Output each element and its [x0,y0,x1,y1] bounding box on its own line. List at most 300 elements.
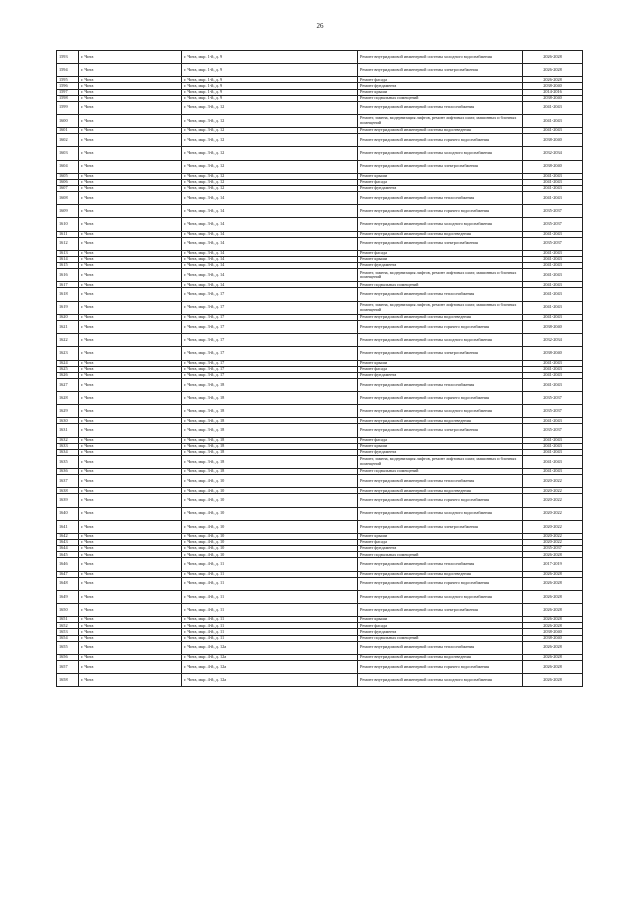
period-cell: 2041-2043 [523,360,583,366]
table-row [57,347,583,360]
row-number-cell: 1648 [57,577,79,590]
work-type-cell: Ремонт подвальных помещений [358,635,523,641]
work-type-cell: Ремонт внутридомовой инженерной системы теплоснабжения [358,475,523,488]
city-cell: г. Чита [79,360,182,366]
row-number-cell: 1596 [57,83,79,89]
work-type-cell: Ремонт крыши [358,257,523,263]
table-row [57,507,583,520]
address-cell: г. Чита, мкр. 3-й, д. 12 [182,173,358,179]
row-number-cell: 1628 [57,391,79,404]
work-type-cell: Ремонт внутридомовой инженерной системы теплоснабжения [358,378,523,391]
city-cell: г. Чита [79,301,182,314]
row-number-cell: 1599 [57,101,79,114]
period-cell: 2041-2043 [523,418,583,424]
city-cell: г. Чита [79,314,182,320]
table-row [57,218,583,231]
row-number-cell: 1614 [57,257,79,263]
address-cell: г. Чита, мкр. 4-й, д. 10 [182,552,358,558]
city-cell: г. Чита [79,101,182,114]
address-cell: г. Чита, мкр. 3-й, д. 12 [182,147,358,160]
address-cell: г. Чита, мкр. 3-й, д. 17 [182,334,358,347]
city-cell: г. Чита [79,577,182,590]
address-cell: г. Чита, мкр. 4-й, д. 10 [182,494,358,507]
address-cell: г. Чита, мкр. 3-й, д. 12 [182,114,358,127]
period-cell: 2041-2043 [523,257,583,263]
period-cell: 2041-2043 [523,128,583,134]
table-row [57,320,583,333]
work-type-cell: Ремонт фасада [358,77,523,83]
row-number-cell: 1600 [57,114,79,127]
row-number-cell: 1639 [57,494,79,507]
work-type-cell: Ремонт крыши [358,89,523,95]
address-cell: г. Чита, мкр. 3-й, д. 18 [182,443,358,449]
work-type-cell: Ремонт крыши [358,173,523,179]
period-cell: 2026-2028 [523,571,583,577]
city-cell: г. Чита [79,83,182,89]
city-cell: г. Чита [79,185,182,191]
row-number-cell: 1645 [57,552,79,558]
address-cell: г. Чита, мкр. 4-й, д. 10 [182,534,358,540]
city-cell: г. Чита [79,443,182,449]
period-cell: 2041-2043 [523,372,583,378]
city-cell: г. Чита [79,660,182,673]
period-cell: 2038-2040 [523,134,583,147]
period-cell: 2041-2043 [523,231,583,237]
period-cell: 2038-2040 [523,95,583,101]
work-type-cell: Ремонт внутридомовой инженерной системы горячего водоснабжения [358,660,523,673]
row-number-cell: 1626 [57,372,79,378]
address-cell: г. Чита, мкр. 3-й, д. 17 [182,301,358,314]
period-cell: 2026-2028 [523,604,583,617]
address-cell: г. Чита, мкр. 3-й, д. 17 [182,288,358,301]
city-cell: г. Чита [79,449,182,455]
row-number-cell: 1649 [57,590,79,603]
period-cell: 2038-2040 [523,320,583,333]
table-row [57,134,583,147]
address-cell: г. Чита, мкр. 3-й, д. 14 [182,250,358,256]
city-cell: г. Чита [79,617,182,623]
work-type-cell: Ремонт внутридомовой инженерной системы электроснабжения [358,604,523,617]
row-number-cell: 1652 [57,623,79,629]
city-cell: г. Чита [79,604,182,617]
address-cell: г. Чита, мкр. 4-й, д. 11 [182,577,358,590]
address-cell: г. Чита, мкр. 1-й, д. 9 [182,64,358,77]
work-type-cell: Ремонт внутридомовой инженерной системы электроснабжения [358,160,523,173]
work-type-cell: Ремонт внутридомовой инженерной системы холодного водоснабжения [358,405,523,418]
table-row [57,101,583,114]
city-cell: г. Чита [79,179,182,185]
period-cell: 2014-2016 [523,89,583,95]
city-cell: г. Чита [79,77,182,83]
address-cell: г. Чита, мкр. 3-й, д. 14 [182,218,358,231]
address-cell: г. Чита, мкр. 3-й, д. 14 [182,263,358,269]
work-type-cell: Ремонт внутридомовой инженерной системы электроснабжения [358,237,523,250]
address-cell: г. Чита, мкр. 4-й, д. 11 [182,635,358,641]
address-cell: г. Чита, мкр. 3-й, д. 18 [182,449,358,455]
period-cell: 2041-2043 [523,282,583,288]
city-cell: г. Чита [79,89,182,95]
address-cell: г. Чита, мкр. 3-й, д. 14 [182,269,358,282]
period-cell: 2035-2037 [523,237,583,250]
city-cell: г. Чита [79,257,182,263]
city-cell: г. Чита [79,674,182,687]
work-type-cell: Ремонт фундамента [358,83,523,89]
city-cell: г. Чита [79,95,182,101]
work-type-cell: Ремонт фундамента [358,372,523,378]
period-cell: 2041-2043 [523,101,583,114]
row-number-cell: 1658 [57,674,79,687]
period-cell: 2026-2028 [523,654,583,660]
table-row [57,494,583,507]
address-cell: г. Чита, мкр. 4-й, д. 11 [182,558,358,571]
period-cell: 2026-2028 [523,590,583,603]
period-cell: 2026-2028 [523,617,583,623]
row-number-cell: 1597 [57,89,79,95]
work-type-cell: Ремонт фасада [358,250,523,256]
city-cell: г. Чита [79,218,182,231]
address-cell: г. Чита, мкр. 1-й, д. 9 [182,89,358,95]
address-cell: г. Чита, мкр. 3-й, д. 18 [182,418,358,424]
work-type-cell: Ремонт фундамента [358,263,523,269]
work-type-cell: Ремонт внутридомовой инженерной системы горячего водоснабжения [358,320,523,333]
period-cell: 2038-2040 [523,635,583,641]
city-cell: г. Чита [79,128,182,134]
row-number-cell: 1651 [57,617,79,623]
city-cell: г. Чита [79,250,182,256]
period-cell: 2020-2022 [523,520,583,533]
period-cell: 2020-2022 [523,494,583,507]
city-cell: г. Чита [79,469,182,475]
address-cell: г. Чита, мкр. 3-й, д. 17 [182,366,358,372]
address-cell: г. Чита, мкр. 1-й, д. 9 [182,77,358,83]
address-cell: г. Чита, мкр. 3-й, д. 18 [182,424,358,437]
row-number-cell: 1632 [57,437,79,443]
table-row [57,378,583,391]
table-row [57,192,583,205]
address-cell: г. Чита, мкр. 4-й, д. 10 [182,520,358,533]
table-row [57,205,583,218]
address-cell: г. Чита, мкр. 4-й, д. 11 [182,617,358,623]
row-number-cell: 1623 [57,347,79,360]
table-row [57,660,583,673]
row-number-cell: 1640 [57,507,79,520]
address-cell: г. Чита, мкр. 4-й, д. 11 [182,629,358,635]
period-cell: 2041-2043 [523,263,583,269]
row-number-cell: 1647 [57,571,79,577]
work-type-cell: Ремонт внутридомовой инженерной системы электроснабжения [358,347,523,360]
period-cell: 2035-2037 [523,218,583,231]
period-cell: 2041-2043 [523,437,583,443]
table-row [57,674,583,687]
row-number-cell: 1620 [57,314,79,320]
period-cell: 2041-2043 [523,469,583,475]
city-cell: г. Чита [79,366,182,372]
address-cell: г. Чита, мкр. 3-й, д. 18 [182,378,358,391]
work-type-cell: Ремонт, замена, модернизация лифтов, ремонт лифтовых шахт, машинных и блочных помещений [358,269,523,282]
address-cell: г. Чита, мкр. 4-й, д. 11 [182,623,358,629]
address-cell: г. Чита, мкр. 4-й, д. 12а [182,654,358,660]
city-cell: г. Чита [79,347,182,360]
city-cell: г. Чита [79,558,182,571]
address-cell: г. Чита, мкр. 3-й, д. 12 [182,134,358,147]
work-type-cell: Ремонт, замена, модернизация лифтов, ремонт лифтовых шахт, машинных и блочных помещений [358,301,523,314]
city-cell: г. Чита [79,231,182,237]
city-cell: г. Чита [79,160,182,173]
work-type-cell: Ремонт внутридомовой инженерной системы горячего водоснабжения [358,494,523,507]
period-cell: 2035-2037 [523,424,583,437]
work-type-cell: Ремонт внутридомовой инженерной системы теплоснабжения [358,558,523,571]
work-type-cell: Ремонт внутридомовой инженерной системы горячего водоснабжения [358,391,523,404]
row-number-cell: 1634 [57,449,79,455]
address-cell: г. Чита, мкр. 1-й, д. 9 [182,83,358,89]
table-row [57,455,583,468]
work-type-cell: Ремонт фундамента [358,629,523,635]
work-type-cell: Ремонт внутридомовой инженерной системы холодного водоснабжения [358,674,523,687]
work-type-cell: Ремонт внутридомовой инженерной системы холодного водоснабжения [358,334,523,347]
period-cell: 2020-2022 [523,507,583,520]
period-cell: 2032-2034 [523,147,583,160]
city-cell: г. Чита [79,424,182,437]
row-number-cell: 1615 [57,263,79,269]
period-cell: 2020-2022 [523,488,583,494]
row-number-cell: 1630 [57,418,79,424]
work-type-cell: Ремонт внутридомовой инженерной системы теплоснабжения [358,641,523,654]
work-type-cell: Ремонт подвальных помещений [358,282,523,288]
period-cell: 2038-2040 [523,629,583,635]
row-number-cell: 1617 [57,282,79,288]
row-number-cell: 1636 [57,469,79,475]
address-cell: г. Чита, мкр. 3-й, д. 18 [182,455,358,468]
row-number-cell: 1655 [57,641,79,654]
row-number-cell: 1642 [57,534,79,540]
address-cell: г. Чита, мкр. 4-й, д. 11 [182,571,358,577]
work-type-cell: Ремонт внутридомовой инженерной системы теплоснабжения [358,288,523,301]
row-number-cell: 1633 [57,443,79,449]
work-type-cell: Ремонт, замена, модернизация лифтов, ремонт лифтовых шахт, машинных и блочных помещений [358,455,523,468]
address-cell: г. Чита, мкр. 3-й, д. 14 [182,282,358,288]
table-row [57,424,583,437]
table-row [57,301,583,314]
period-cell: 2035-2037 [523,405,583,418]
city-cell: г. Чита [79,623,182,629]
address-cell: г. Чита, мкр. 3-й, д. 14 [182,205,358,218]
work-type-cell: Ремонт, замена, модернизация лифтов, ремонт лифтовых шахт, машинных и блочных помещений [358,114,523,127]
address-cell: г. Чита, мкр. 3-й, д. 17 [182,347,358,360]
work-type-cell: Ремонт внутридомовой инженерной системы электроснабжения [358,424,523,437]
table-row [57,391,583,404]
row-number-cell: 1627 [57,378,79,391]
row-number-cell: 1635 [57,455,79,468]
city-cell: г. Чита [79,534,182,540]
address-cell: г. Чита, мкр. 3-й, д. 14 [182,231,358,237]
city-cell: г. Чита [79,641,182,654]
row-number-cell: 1621 [57,320,79,333]
period-cell: 2041-2043 [523,301,583,314]
work-type-cell: Ремонт внутридомовой инженерной системы теплоснабжения [358,101,523,114]
work-type-cell: Ремонт фасада [358,540,523,546]
period-cell: 2020-2022 [523,540,583,546]
table-row [57,475,583,488]
city-cell: г. Чита [79,173,182,179]
work-type-cell: Ремонт внутридомовой инженерной системы холодного водоснабжения [358,147,523,160]
period-cell: 2035-2037 [523,546,583,552]
work-type-cell: Ремонт внутридомовой инженерной системы холодного водоснабжения [358,590,523,603]
table-row [57,160,583,173]
row-number-cell: 1618 [57,288,79,301]
period-cell: 2038-2040 [523,347,583,360]
table-row [57,520,583,533]
period-cell: 2020-2022 [523,534,583,540]
work-type-cell: Ремонт внутридомовой инженерной системы горячего водоснабжения [358,134,523,147]
address-cell: г. Чита, мкр. 1-й, д. 9 [182,51,358,64]
address-cell: г. Чита, мкр. 3-й, д. 14 [182,192,358,205]
address-cell: г. Чита, мкр. 3-й, д. 12 [182,101,358,114]
row-number-cell: 1602 [57,134,79,147]
period-cell: 2041-2043 [523,378,583,391]
table-row [57,147,583,160]
period-cell: 2026-2028 [523,623,583,629]
row-number-cell: 1637 [57,475,79,488]
address-cell: г. Чита, мкр. 4-й, д. 10 [182,475,358,488]
work-type-cell: Ремонт крыши [358,617,523,623]
table-row [57,51,583,64]
period-cell: 2041-2043 [523,179,583,185]
city-cell: г. Чита [79,571,182,577]
table-row [57,604,583,617]
city-cell: г. Чита [79,205,182,218]
table-row [57,577,583,590]
period-cell: 2020-2022 [523,475,583,488]
address-cell: г. Чита, мкр. 3-й, д. 17 [182,314,358,320]
address-cell: г. Чита, мкр. 3-й, д. 12 [182,179,358,185]
city-cell: г. Чита [79,654,182,660]
period-cell: 2041-2043 [523,314,583,320]
table-row [57,334,583,347]
row-number-cell: 1641 [57,520,79,533]
row-number-cell: 1611 [57,231,79,237]
table-row [57,288,583,301]
city-cell: г. Чита [79,552,182,558]
city-cell: г. Чита [79,372,182,378]
row-number-cell: 1644 [57,546,79,552]
period-cell: 2026-2028 [523,64,583,77]
work-type-cell: Ремонт подвальных помещений [358,95,523,101]
period-cell: 2041-2043 [523,455,583,468]
work-type-cell: Ремонт внутридомовой инженерной системы холодного водоснабжения [358,507,523,520]
page-number: 26 [316,22,324,30]
city-cell: г. Чита [79,147,182,160]
row-number-cell: 1603 [57,147,79,160]
work-type-cell: Ремонт внутридомовой инженерной системы теплоснабжения [358,192,523,205]
address-cell: г. Чита, мкр. 3-й, д. 12 [182,128,358,134]
city-cell: г. Чита [79,437,182,443]
address-cell: г. Чита, мкр. 3-й, д. 14 [182,257,358,263]
period-cell: 2041-2043 [523,269,583,282]
city-cell: г. Чита [79,405,182,418]
city-cell: г. Чита [79,520,182,533]
row-number-cell: 1631 [57,424,79,437]
period-cell: 2026-2028 [523,77,583,83]
city-cell: г. Чита [79,134,182,147]
period-cell: 2041-2043 [523,185,583,191]
city-cell: г. Чита [79,320,182,333]
work-type-cell: Ремонт крыши [358,534,523,540]
period-cell: 2041-2043 [523,288,583,301]
city-cell: г. Чита [79,263,182,269]
table-row [57,237,583,250]
city-cell: г. Чита [79,378,182,391]
period-cell: 2041-2043 [523,443,583,449]
city-cell: г. Чита [79,288,182,301]
address-cell: г. Чита, мкр. 3-й, д. 17 [182,360,358,366]
address-cell: г. Чита, мкр. 3-й, д. 12 [182,185,358,191]
period-cell: 2041-2043 [523,192,583,205]
city-cell: г. Чита [79,237,182,250]
row-number-cell: 1616 [57,269,79,282]
row-number-cell: 1622 [57,334,79,347]
work-type-cell: Ремонт внутридомовой инженерной системы горячего водоснабжения [358,577,523,590]
period-cell: 2041-2043 [523,173,583,179]
address-cell: г. Чита, мкр. 3-й, д. 14 [182,237,358,250]
row-number-cell: 1643 [57,540,79,546]
table-row [57,405,583,418]
row-number-cell: 1638 [57,488,79,494]
row-number-cell: 1613 [57,250,79,256]
table-row [57,64,583,77]
period-cell: 2026-2028 [523,660,583,673]
city-cell: г. Чита [79,334,182,347]
work-type-cell: Ремонт внутридомовой инженерной системы электроснабжения [358,520,523,533]
city-cell: г. Чита [79,51,182,64]
work-type-cell: Ремонт фасада [358,179,523,185]
period-cell: 2041-2043 [523,250,583,256]
city-cell: г. Чита [79,540,182,546]
work-type-cell: Ремонт внутридомовой инженерной системы холодного водоснабжения [358,218,523,231]
work-type-cell: Ремонт фундамента [358,546,523,552]
row-number-cell: 1624 [57,360,79,366]
row-number-cell: 1619 [57,301,79,314]
work-type-cell: Ремонт фасада [358,623,523,629]
repair-schedule-table [56,50,583,687]
city-cell: г. Чита [79,494,182,507]
work-type-cell: Ремонт фундамента [358,449,523,455]
address-cell: г. Чита, мкр. 3-й, д. 17 [182,320,358,333]
row-number-cell: 1609 [57,205,79,218]
city-cell: г. Чита [79,391,182,404]
work-type-cell: Ремонт подвальных помещений [358,469,523,475]
period-cell: 2026-2028 [523,674,583,687]
row-number-cell: 1612 [57,237,79,250]
row-number-cell: 1653 [57,629,79,635]
address-cell: г. Чита, мкр. 3-й, д. 17 [182,372,358,378]
period-cell: 2038-2040 [523,160,583,173]
work-type-cell: Ремонт крыши [358,360,523,366]
period-cell: 2026-2028 [523,577,583,590]
table-row [57,641,583,654]
city-cell: г. Чита [79,629,182,635]
period-cell: 2041-2043 [523,366,583,372]
table-row [57,114,583,127]
work-type-cell: Ремонт внутридомовой инженерной системы электроснабжения [358,64,523,77]
address-cell: г. Чита, мкр. 3-й, д. 18 [182,405,358,418]
city-cell: г. Чита [79,418,182,424]
address-cell: г. Чита, мкр. 4-й, д. 10 [182,546,358,552]
work-type-cell: Ремонт фасада [358,366,523,372]
work-type-cell: Ремонт внутридомовой инженерной системы водоотведения [358,571,523,577]
address-cell: г. Чита, мкр. 4-й, д. 10 [182,540,358,546]
work-type-cell: Ремонт внутридомовой инженерной системы водоотведения [358,314,523,320]
city-cell: г. Чита [79,635,182,641]
